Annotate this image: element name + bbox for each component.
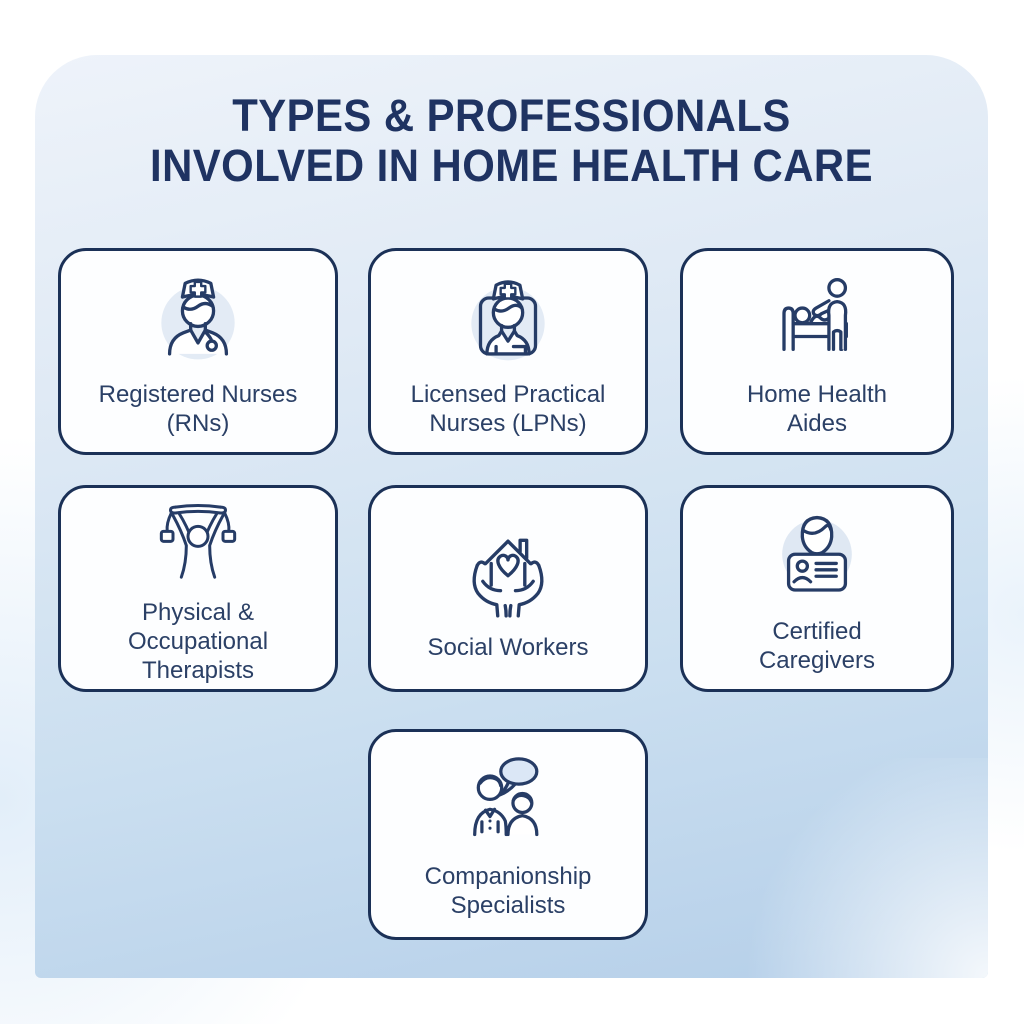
page-title [68, 91, 954, 191]
id-badge-icon [762, 502, 872, 612]
exercise-band-icon [148, 493, 248, 593]
card-label: Certified Caregivers [758, 618, 876, 674]
people-chat-icon [454, 749, 562, 857]
page-title-line-1: TYPES & PROFESSIONALS [232, 90, 791, 141]
hands-house-heart-icon [452, 516, 564, 628]
card-label: Registered Nurses (RNs) [98, 381, 298, 437]
card-registered-nurses [58, 248, 338, 455]
card-companionship-specialists [368, 729, 648, 940]
card-certified-caregivers [680, 485, 954, 692]
page-title-line-2: INVOLVED IN HOME HEALTH CARE [150, 140, 873, 191]
card-physical-occupational-therapists [58, 485, 338, 692]
card-social-workers [368, 485, 648, 692]
card-label: Home Health Aides [746, 381, 888, 437]
card-label: Licensed Practical Nurses (LPNs) [410, 381, 606, 437]
nurse-icon [143, 265, 253, 375]
patient-bed-caregiver-icon [761, 265, 873, 375]
card-licensed-practical-nurses [368, 248, 648, 455]
card-home-health-aides [680, 248, 954, 455]
nurse-portrait-icon [453, 265, 563, 375]
card-label: Companionship Specialists [424, 863, 592, 919]
card-label: Social Workers [427, 633, 589, 661]
card-label: Physical & Occupational Therapists [127, 598, 269, 684]
